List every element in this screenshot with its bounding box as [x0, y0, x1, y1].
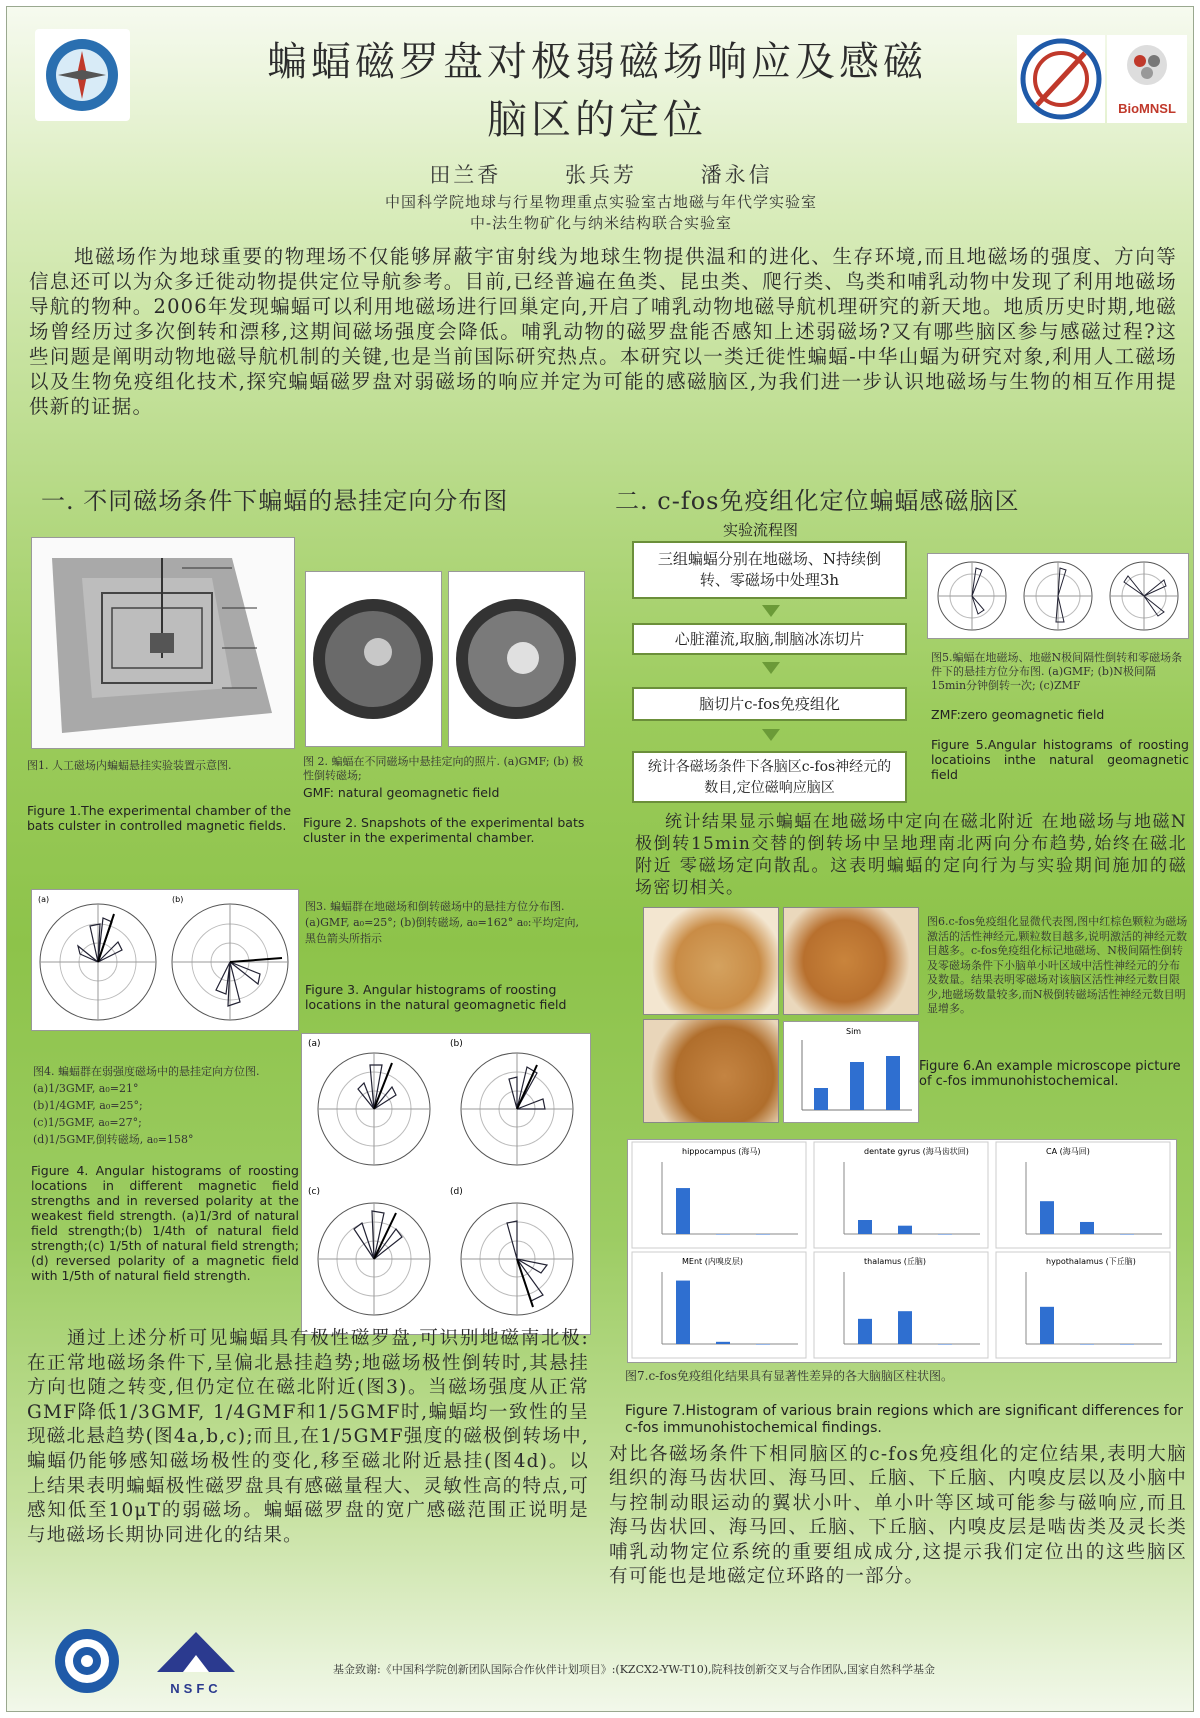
biomnsl-logo: BioMNSL: [1107, 35, 1187, 123]
figure-3-caption-en: Figure 3. Angular histograms of roosting locations in the natural geomagnetic field: [305, 982, 567, 1012]
conclusion-right: 对比各磁场条件下相同脑区的c-fos免疫组化的定位结果,表明大脑组织的海马齿状回、海马回、丘脑、下丘脑、内嗅皮层以及小脑中与控制动眼运动的翼状小叶、单小叶等区域可能参与磁响应,而且海马齿状回、海马回、丘脑、下丘脑、内嗅皮层是啮齿类及灵长类哺乳动物定位系统的重要组成成分,这提示我们定位出的这些脑区有可能也是地磁定位环路的一部分。: [609, 1444, 1187, 1588]
section-heading: 一. 不同磁场条件下蝙蝠的悬挂定向分布图: [41, 487, 509, 515]
bar-chart-title: hippocampus (海马): [682, 1147, 761, 1156]
author-name: 张兵芳: [565, 163, 637, 187]
bar-chart-panel: [996, 1142, 1170, 1248]
affiliation-line: 中国科学院地球与行星物理重点实验室古地磁与年代学实验室: [384, 193, 817, 211]
bar-chart-title: dentate gyrus (海马齿状回): [864, 1147, 969, 1156]
bar: [898, 1311, 912, 1344]
nsfc-logo: NSFC: [147, 1627, 245, 1697]
bar: [1120, 1234, 1134, 1235]
figure-1-caption-cn: 图1. 人工磁场内蝙蝠悬挂实验装置示意图.: [27, 759, 232, 772]
flow-arrow: [762, 729, 780, 741]
bar-chart-panel: [632, 1252, 806, 1358]
bar: [716, 1342, 730, 1344]
bar: [756, 1234, 770, 1235]
small-bar: [850, 1062, 864, 1110]
snapshot-a: [305, 571, 442, 747]
figure-7-bar-charts: [627, 1139, 1177, 1363]
bar: [898, 1226, 912, 1234]
svg-text:(c): (c): [308, 1187, 320, 1197]
figure-7-caption-en: Figure 7.Histogram of various brain regions which are significant differences for c-fos immunohistochemical findings.: [625, 1403, 1184, 1436]
small-bar-chart: [783, 1021, 919, 1123]
figure-3-rose-diagrams: [31, 889, 299, 1031]
figure-4-caption-en: Figure 4. Angular histograms of roosting locations in different magnetic field strengths and in reversed polarity at the weakest field strength. (a)1/3rd of natural field strength;(b) 1/4th of natural field strength;(c) 1/5th of natural field strength;(d) reversed polarity of a magnetic field with 1/5th of natural field strength.: [31, 1163, 299, 1283]
flow-arrow: [762, 605, 780, 617]
small-bar-chart-title: Sim: [846, 1027, 862, 1036]
small-bar: [886, 1056, 900, 1110]
bar-chart-panel: [814, 1252, 988, 1358]
figure-5-caption-en: Figure 5.Angular histograms of roosting locatioins inthe natural geomagnetic field: [931, 737, 1189, 782]
author-name: 田兰香: [429, 163, 502, 187]
bar: [676, 1188, 690, 1234]
lab-logo: [1017, 35, 1105, 123]
snapshot-b: [448, 571, 585, 747]
result-paragraph: 统计结果显示蝙蝠在地磁场中定向在磁北附近 在地磁场与地磁N极倒转15min交替的倒转场中呈地理南北两向分布趋势,始终在磁北附近 零磁场定向散乱。这表明蝙蝠的定向行为与实验期间施加的磁场密切相关。: [635, 812, 1187, 898]
author-name: 潘永信: [700, 163, 773, 187]
figure-5-caption-cn: 图5.蝙蝠在地磁场、地磁N极间隔性倒转和零磁场条件下的悬挂方位分布图. (a)GMF; (b)N极间隔15min分钟倒转一次; (c)ZMF: [931, 651, 1183, 692]
bar: [938, 1234, 952, 1235]
bar: [858, 1220, 872, 1234]
figure-3-caption-cn: 图3. 蝙蝠群在地磁场和倒转磁场中的悬挂方位分布图. (a)GMF, a₀=25°; (b)倒转磁场, a₀=162° a₀:平均定向,黑色箭头所指示: [305, 900, 579, 945]
flow-step-3: 脑切片c-fos免疫组化: [632, 687, 907, 721]
bar-chart-title: CA (海马回): [1046, 1147, 1090, 1156]
figure-2-caption-cn-2: GMF: natural geomagnetic field: [303, 785, 500, 800]
flow-step-1: 三组蝙蝠分别在地磁场、N持续倒转、零磁场中处理3h: [632, 541, 907, 599]
micrograph-2: [783, 907, 919, 1015]
micrograph-3: [643, 1019, 779, 1123]
figure-2-caption-cn: 图 2. 蝙蝠在不同磁场中悬挂定向的照片. (a)GMF; (b) 极性倒转磁场;: [303, 755, 584, 782]
figure-5-caption-cn-2: ZMF:zero geomagnetic field: [931, 707, 1105, 722]
bar-chart-panel: [814, 1142, 988, 1248]
small-bar: [814, 1088, 828, 1110]
figure-6-caption-en: Figure 6.An example microscope picture of c-fos immunohistochemical.: [919, 1059, 1181, 1089]
flow-step-4: 统计各磁场条件下各脑区c-fos神经元的数目,定位磁响应脑区: [632, 751, 907, 803]
footer-acknowledgement: 基金致谢:《中国科学院创新团队国际合作伙伴计划项目》:(KZCX2-YW-T10),院科技创新交叉与合作团队,国家自然科学基金: [333, 1663, 936, 1676]
bar: [858, 1319, 872, 1344]
svg-text:(a): (a): [308, 1039, 321, 1049]
svg-text:(b): (b): [450, 1039, 463, 1049]
svg-text:(b): (b): [172, 895, 184, 904]
flow-step-2: 心脏灌流,取脑,制脑冰冻切片: [632, 623, 907, 655]
bar: [1080, 1344, 1094, 1345]
bar: [716, 1234, 730, 1235]
experiment-chamber-figure: [31, 537, 295, 749]
bar-chart-panel: [632, 1142, 806, 1248]
bar: [1040, 1201, 1054, 1234]
figure-7-caption-cn: 图7.c-fos免疫组化结果具有显著性差异的各大脑脑区柱状图。: [625, 1369, 954, 1383]
micrograph-1: [643, 907, 779, 1015]
bar: [756, 1344, 770, 1345]
author-list: [7, 159, 1194, 189]
affiliation-line: 中-法生物矿化与纳米结构联合实验室: [469, 214, 733, 232]
svg-text:(a): (a): [38, 895, 50, 904]
figure-4-rose-diagrams: [301, 1033, 591, 1335]
conclusion-left: 通过上述分析可见蝙蝠具有极性磁罗盘,可识别地磁南北极:在正常地磁场条件下,呈偏北悬挂趋势;地磁场极性倒转时,其悬挂方向也随之转变,但仍定位在磁北附近(图3)。当磁场强度从正常GMF降低1/3GMF, 1/4GMF和1/5GMF时,蝙蝠均一致性的呈现磁北悬趋势(图4a,b,c);而且,在1/5GMF强度的磁极倒转场中,蝙蝠仍能够感知磁场极性的变化,移至磁北附近悬挂(图4d)。以上结果表明蝙蝠极性磁罗盘具有感磁量程大、灵敏性高的特点,可感知低至10μT的弱磁场。蝙蝠磁罗盘的宽广感磁范围正说明是与地磁场长期协同进化的结果。: [27, 1328, 589, 1546]
bar-chart-title: MEnt (内嗅皮层): [682, 1257, 743, 1266]
poster: [6, 6, 1194, 1712]
figure-2-caption-en: Figure 2. Snapshots of the experimental bats cluster in the experimental chamber.: [303, 815, 585, 845]
bar-chart-title: hypothalamus (下丘脑): [1046, 1257, 1136, 1266]
cas-logo: [53, 1627, 121, 1695]
bar: [1120, 1344, 1134, 1345]
figure-4-caption-cn: 图4. 蝙蝠群在弱强度磁场中的悬挂定向方位图. (a)1/3GMF, a₀=21° (b)1/4GMF, a₀=25°; (c)1/5GMF, a₀=27°; (d)1/5GMF,倒转磁场, a₀=158°: [33, 1065, 260, 1146]
institute-logo: [35, 29, 130, 121]
flowchart-title: 实验流程图: [723, 521, 799, 539]
section-heading: 二. c-fos免疫组化定位蝙蝠感磁脑区: [615, 487, 1020, 515]
flow-arrow: [762, 662, 780, 674]
introduction-paragraph: 地磁场作为地球重要的物理场不仅能够屏蔽宇宙射线为地球生物提供温和的进化、生存环境,而且地磁场的强度、方向等信息还可以为众多迁徙动物提供定位导航参考。目前,已经普遍在鱼类、昆虫类、爬行类、鸟类和哺乳动物中发现了利用地磁场导航的物种。2006年发现蝙蝠可以利用地磁场进行回巢定向,开启了哺乳动物地磁导航机理研究的新天地。地质历史时期,地磁场曾经历过多次倒转和漂移,这期间磁场强度会降低。哺乳动物的磁罗盘能否感知上述弱磁场?又有哪些脑区参与感磁过程?这些问题是阐明动物地磁导航机制的关键,也是当前国际研究热点。本研究以一类迁徙性蝙蝠-中华山蝠为研究对象,利用人工磁场以及生物免疫组化技术,探究蝙蝠磁罗盘对弱磁场的响应并定为可能的感磁脑区,为我们进一步认识地磁场与生物的相互作用提供新的证据。: [29, 245, 1177, 418]
svg-text:(d): (d): [450, 1187, 463, 1197]
bar: [1080, 1222, 1094, 1234]
figure-5-rose-diagrams: [927, 553, 1189, 639]
bar: [1040, 1307, 1054, 1344]
figure-1-caption-en: Figure 1.The experimental chamber of the bats culster in controlled magnetic fields.: [27, 803, 292, 833]
poster-title: 蝙蝠磁罗盘对极弱磁场响应及感磁 脑区的定位: [267, 39, 927, 143]
bar: [676, 1281, 690, 1344]
bar-chart-title: thalamus (丘脑): [864, 1257, 927, 1266]
bar-chart-panel: [996, 1252, 1170, 1358]
bar: [938, 1344, 952, 1345]
figure-6-caption-cn: 图6.c-fos免疫组化显微代表图,图中红棕色颗粒为磁场激活的活性神经元,颗粒数目越多,说明激活的神经元数目越多。c-fos免疫组化标记地磁场、N极间隔性倒转及零磁场条件下小脑单小叶区域中活性神经元的分布及数量。结果表明零磁场对该脑区活性神经元数目限少,地磁场数量较多,而N极倒转磁场活性神经元数目明显增多。: [927, 915, 1188, 1015]
